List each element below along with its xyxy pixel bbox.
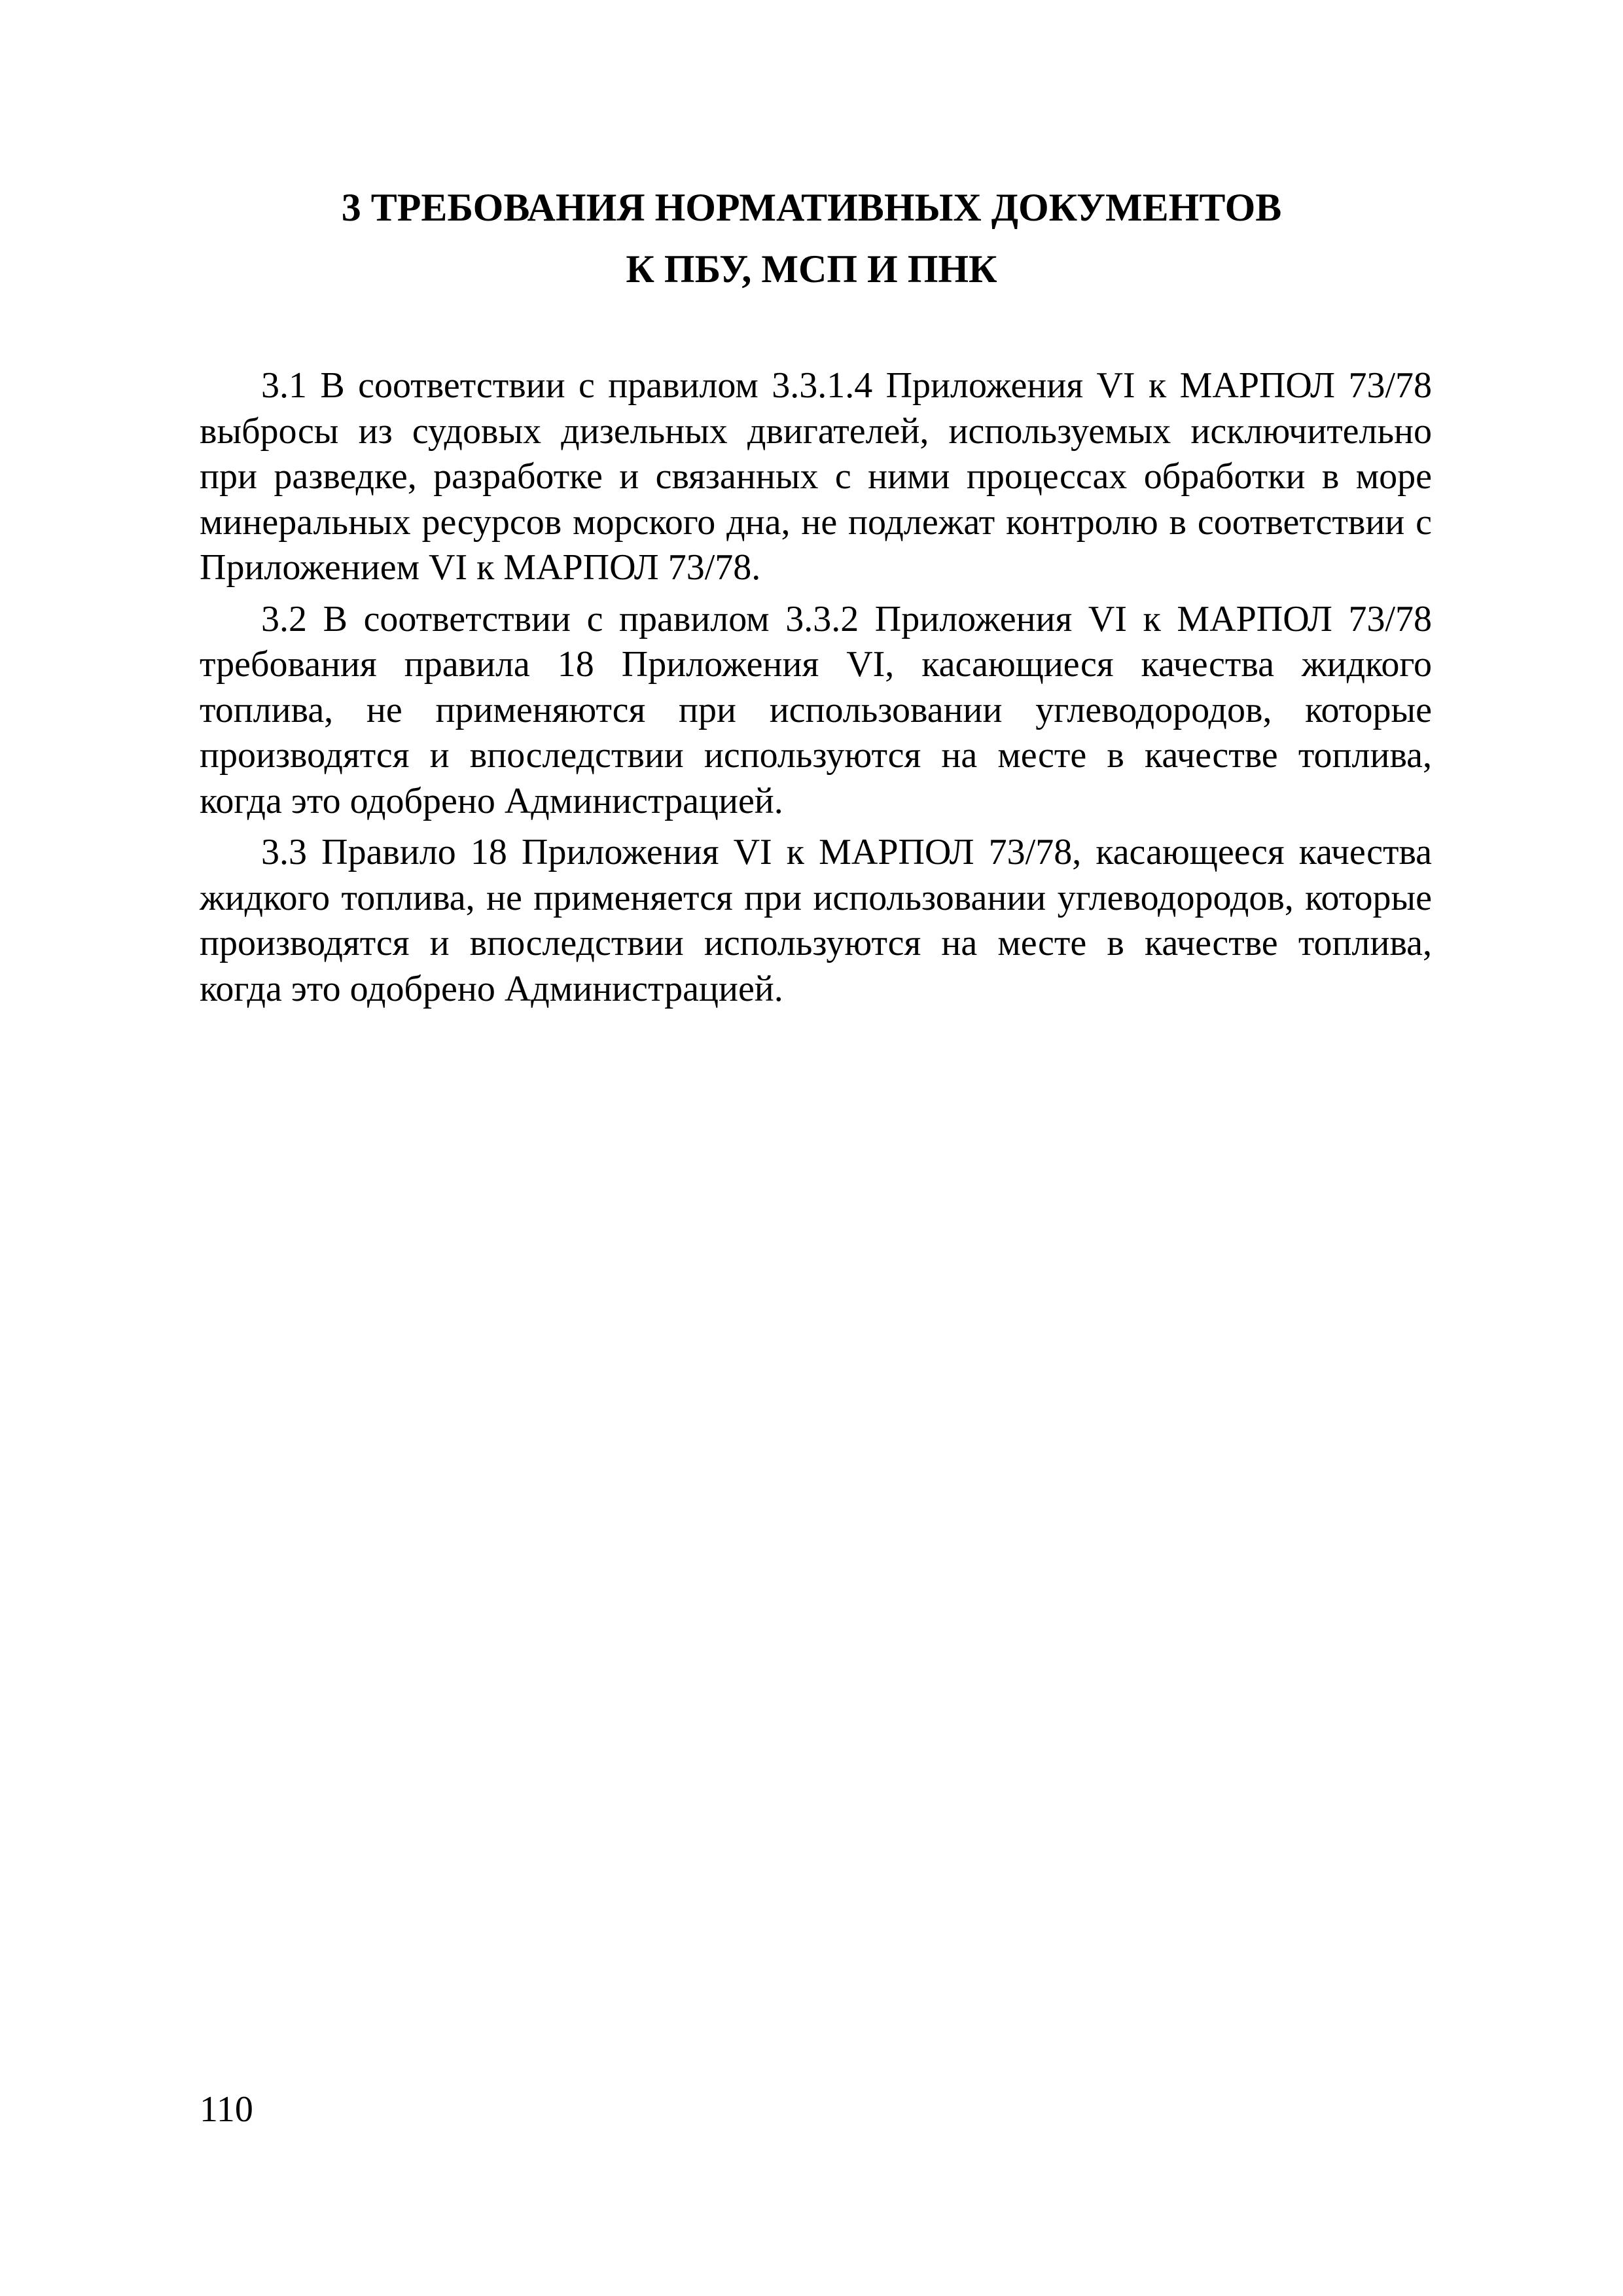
paragraph-3-3 [200,830,1432,1012]
page-number: 110 [200,2089,253,2130]
paragraph-number: 3.3 [261,832,307,872]
paragraph-text: В соответствии с правилом 3.3.2 Приложения VI к МАРПОЛ 73/78 требования правила 18 Приложения VI, касающиеся качества жидкого топлива, не применяются при использовании углеводородов, которые производятся и впоследствии используются на месте в качестве топлива, когда это одобрено Администрацией. [200,598,1433,821]
section-body [200,363,1432,1018]
paragraph-text: В соответствии с правилом 3.3.1.4 Приложения VI к МАРПОЛ 73/78 выбросы из судовых дизельных двигателей, используемых исключительно при разведке, разработке и связанных с ними процессах обработки в море минеральных ресурсов морского дна, не подлежат контролю в соответствии с Приложением VI к МАРПОЛ 73/78. [200,365,1433,588]
paragraph-3-1 [200,363,1432,591]
section-heading [196,177,1427,300]
section-heading-line-1: 3 ТРЕБОВАНИЯ НОРМАТИВНЫХ ДОКУМЕНТОВ [341,186,1282,229]
section-heading-line-2: К ПБУ, МСП И ПНК [626,247,997,291]
paragraph-3-2 [200,597,1432,825]
paragraph-number: 3.1 [261,365,307,406]
paragraph-text: Правило 18 Приложения VI к МАРПОЛ 73/78, касающееся качества жидкого топлива, не применяется при использовании углеводородов, которые производятся и впоследствии используются на месте в качестве топлива, когда это одобрено Администрацией. [200,832,1433,1009]
paragraph-number: 3.2 [261,598,307,639]
